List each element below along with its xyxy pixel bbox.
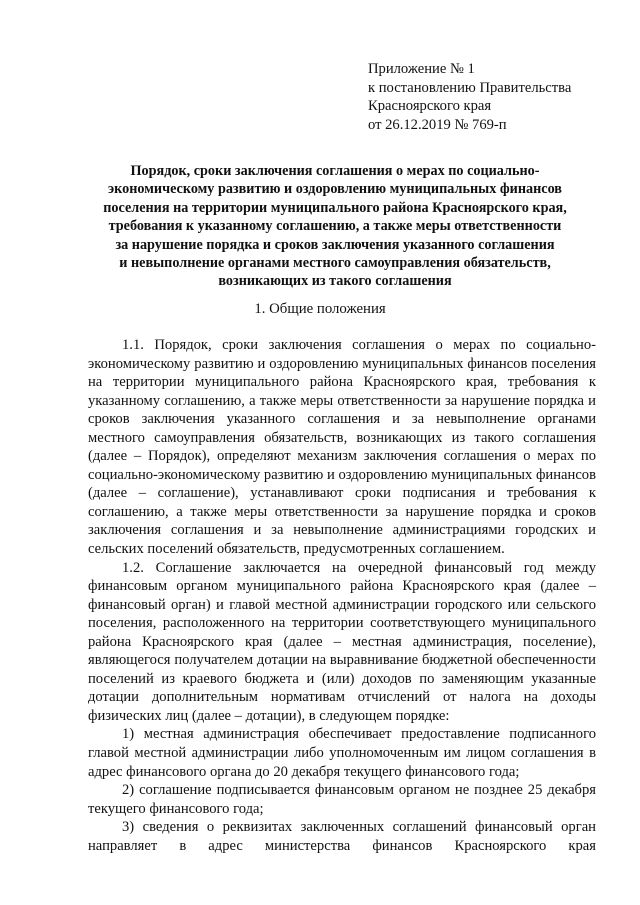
title-line: Порядок, сроки заключения соглашения о мерах по социально- — [130, 163, 540, 179]
title-line: за нарушение порядка и сроков заключения указанного соглашения — [115, 236, 555, 253]
document-body — [88, 336, 596, 855]
title-line: возникающих из такого соглашения — [218, 273, 452, 290]
section-heading: 1. Общие положения — [254, 301, 386, 317]
paragraph-1-2: 1.2. Соглашение заключается на очередной финансовый год между финансовым органом муниципального района Красноярского края (далее – финансовый орган) и главой местной администрации городского или сельского поселения, расположенного на территории соответствующего муниципального района Красноярского края (далее – местная администрация, поселение), являющегося получателем дотации на выравнивание бюджетной обеспеченности поселений из краевого бюджета и (или) доходов по заменяющим указанные дотации дополнительным нормативам отчислений от налога на доходы физических лиц (далее – дотации), в следующем порядке: — [88, 559, 596, 724]
appendix-region: Красноярского края — [368, 98, 492, 115]
list-item-3: 3) сведения о реквизитах заключенных соглашений финансовый орган направляет в адрес министерства финансов Красноярского края — [88, 819, 596, 854]
title-line: поселения на территории муниципального района Красноярского края, — [103, 199, 567, 216]
title-line: и невыполнение органами местного самоуправления обязательств, — [119, 255, 551, 272]
title-line: требования к указанному соглашению, а также меры ответственности — [108, 218, 562, 235]
title-line: экономическому развитию и оздоровлению муниципальных финансов — [108, 181, 562, 198]
appendix-block — [368, 60, 571, 134]
document-title — [60, 162, 610, 291]
list-item-1: 1) местная администрация обеспечивает предоставление подписанного главой местной администрации либо уполномоченным им лицом соглашения в адрес финансового органа до 20 декабря текущего финансового года; — [88, 726, 596, 780]
appendix-date-number: от 26.12.2019 № 769-п — [368, 116, 507, 133]
paragraph-1-1: 1.1. Порядок, сроки заключения соглашения о мерах по социально-экономическому развитию и оздоровлению муниципальных финансов поселения на территории муниципального района Красноярского края, требования к указанному соглашению, а также меры ответственности за нарушение порядка и сроков заключения указанного соглашения и за невыполнение органами местного самоуправления обязательств, возникающих из такого соглашения (далее – Порядок), определяют механизм заключения соглашения о мерах по социально-экономическому развитию и оздоровлению муниципальных финансов (далее – соглашение), устанавливают сроки подписания и требования к соглашению, а также меры ответственности за нарушение порядка и сроков заключения соглашения и за невыполнение администрациями городских и сельских поселений обязательств, предусмотренных соглашением. — [88, 337, 596, 558]
appendix-number: Приложение № 1 — [368, 61, 475, 77]
appendix-resolution-ref: к постановлению Правительства — [368, 79, 572, 96]
list-item-2: 2) соглашение подписывается финансовым органом не позднее 25 декабря текущего финансового года; — [88, 782, 596, 817]
